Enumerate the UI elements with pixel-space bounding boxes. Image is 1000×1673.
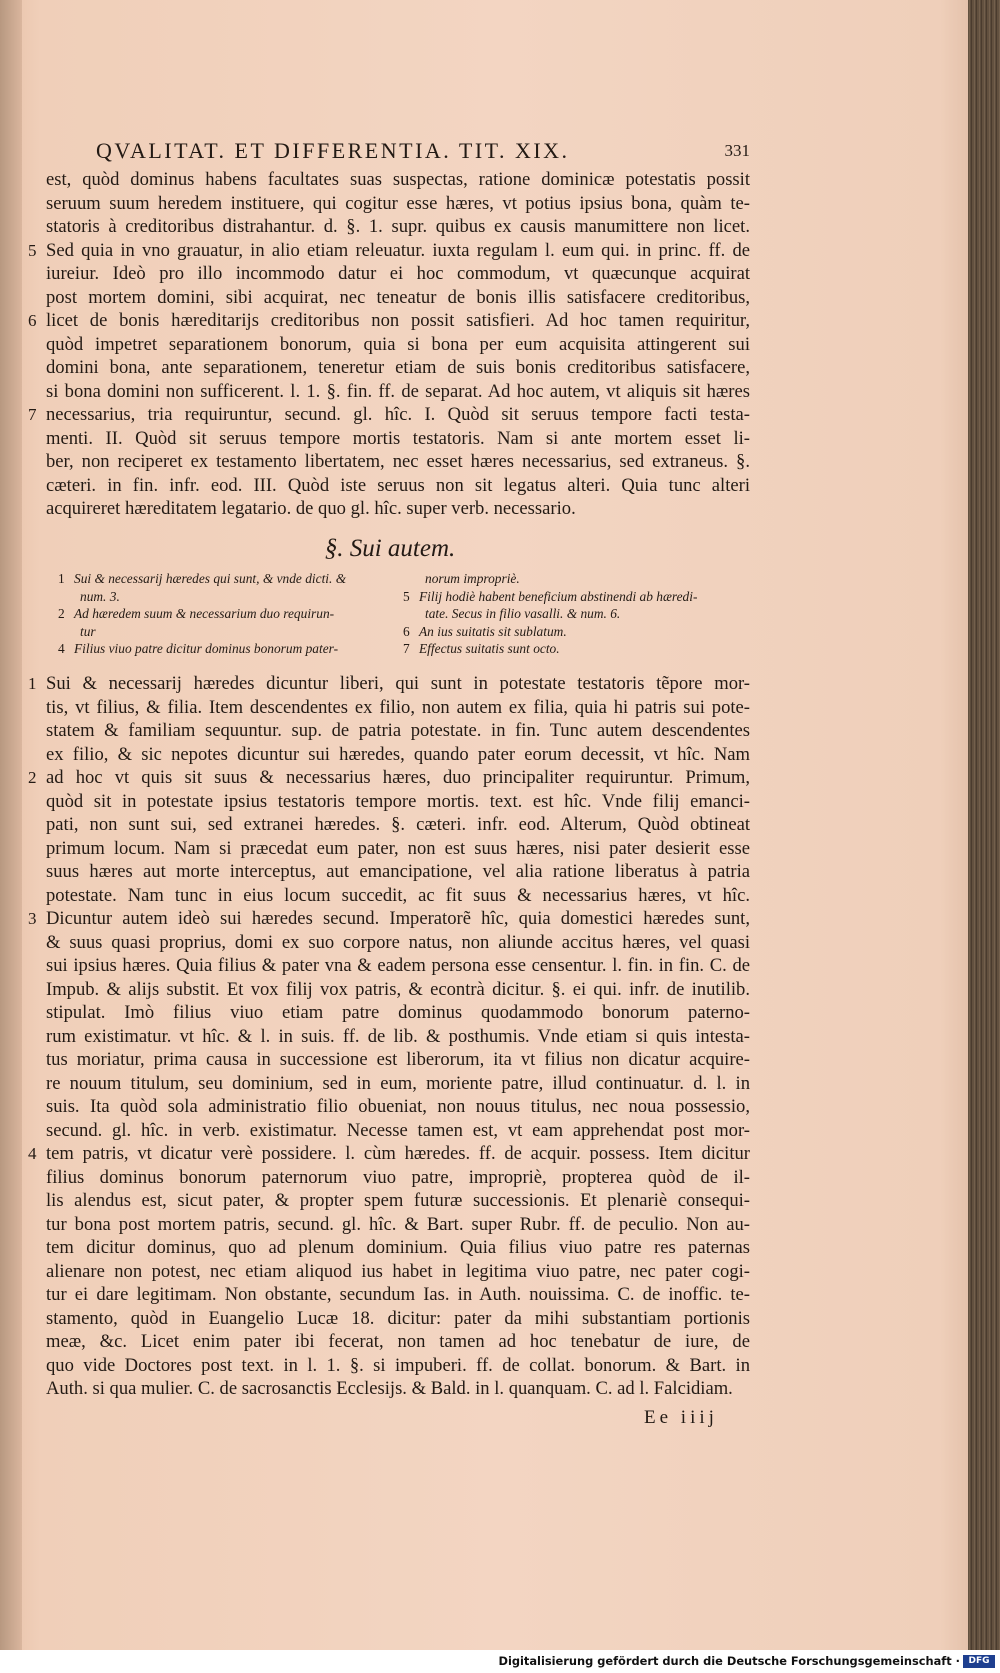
- line-text: lis alendus est, sicut pater, & propter spem futuræ successionis. Et plenariè consequi-: [46, 1190, 750, 1211]
- text-line: [30, 403, 750, 427]
- summary-item: [58, 640, 388, 658]
- line-text: post mortem domini, sibi acquirat, nec teneatur de bonis illis satisfacere creditoribus,: [46, 286, 750, 308]
- running-head: [30, 134, 750, 168]
- summary-item: [58, 623, 388, 641]
- summary-item: [58, 570, 388, 588]
- line-text: filius dominus bonorum paternorum viuo patre, impropriè, propterea quòd de il-: [46, 1166, 750, 1188]
- line-text: domini bona, ante separationem, teneretur etiam de suis bonis creditoribus satisfacere,: [46, 357, 750, 378]
- text-line: [30, 356, 750, 380]
- text-line: [30, 262, 750, 286]
- line-text: sui ipsius hæres. Quia filius & pater vna & eadem persona esse censentur. l. fin. in fin. C. de: [46, 955, 750, 976]
- running-title: QVALITAT. ET DIFFERENTIA. TIT. XIX.: [96, 138, 570, 163]
- page-edges: [968, 0, 1000, 1650]
- text-line: [30, 333, 750, 357]
- line-text: rum existimatur. vt hîc. & l. in suis. ff. de lib. & posthumis. Vnde etiam si quis intesta-: [46, 1025, 750, 1047]
- text-line: [30, 474, 750, 498]
- text-line: [30, 743, 750, 767]
- marginal-number: 4: [28, 1144, 37, 1163]
- text-line: [30, 1142, 750, 1166]
- summary-text: num. 3.: [80, 588, 120, 604]
- line-text: est, quòd dominus habens facultates suas suspectas, ratione dominicæ potestatis possit: [46, 169, 750, 190]
- line-text: pati, non sunt sui, sed extranei hæredes. §. cæteri. infr. eod. Alterum, Quòd obtineat: [46, 814, 750, 835]
- line-text: ad hoc vt quis sit suus & necessarius hæres, duo principaliter requiruntur. Primum,: [46, 767, 750, 788]
- line-text: tur bona post mortem patris, secund. gl. hîc. & Bart. super Rubr. ff. de peculio. Non au-: [46, 1213, 750, 1235]
- summary-item: [58, 588, 388, 606]
- summary-number: 5: [403, 588, 410, 604]
- line-text: statem & familiam sequuntur. sup. de patria potestate. in fin. Tunc autem descendentes: [46, 720, 750, 741]
- summary-text: An ius suitatis sit sublatum.: [419, 623, 567, 639]
- text-line: [30, 1377, 750, 1401]
- line-text: suus hæres aut morte interceptus, aut emancipatione, vel alia ratione liberatus à patria: [46, 861, 750, 882]
- text-line: [30, 931, 750, 955]
- summary-item: [58, 605, 388, 623]
- summary-text: Sui & necessarij hæredes qui sunt, & vnde dicti. &: [74, 571, 347, 586]
- text-line: [30, 837, 750, 861]
- line-text: licet de bonis hæreditarijs creditoribus non possit satisfieri. Ad hoc tamen requiritur,: [46, 310, 750, 331]
- line-text: cæteri. in fin. infr. eod. III. Quòd iste seruus non sit legatus alteri. Quia tunc alteri: [46, 474, 750, 496]
- line-text: tus moriatur, prima causa in successione est liberorum, ita vt filius non dicatur acquire-: [46, 1049, 750, 1070]
- text-line: [30, 719, 750, 743]
- text-line: [30, 1095, 750, 1119]
- line-text: acquireret hæreditatem legatario. de quo gl. hîc. super verb. necessario.: [46, 498, 576, 519]
- line-text: re nouum titulum, seu dominium, sed in eum, moriente patre, illud continuatur. d. l. in: [46, 1072, 750, 1094]
- text-line: [30, 1072, 750, 1096]
- text-line: [30, 1119, 750, 1143]
- summary-column-right: [403, 570, 733, 658]
- summary-number: 1: [58, 571, 65, 586]
- text-line: [30, 1025, 750, 1049]
- line-text: si bona domini non sufficerent. l. 1. §. fin. ff. de separat. Ad hoc autem, vt aliquis sit hæres: [46, 380, 750, 402]
- line-text: secund. gl. hîc. in verb. existimatur. Necesse tamen est, vt eam apprehendat post mor-: [46, 1119, 750, 1141]
- line-text: meæ, &c. Licet enim pater ibi fecerat, non tamen ad hoc tenebatur de iure, de: [46, 1331, 750, 1352]
- summary-number: 6: [403, 623, 410, 639]
- line-text: alienare non potest, nec etiam aliquod ius habet in legitima viuo patre, nec pater cogi-: [46, 1260, 750, 1282]
- text-line: [30, 1213, 750, 1237]
- text-line: [30, 239, 750, 263]
- text-line: [30, 766, 750, 790]
- text-line: [30, 696, 750, 720]
- text-line: [30, 192, 750, 216]
- line-text: tis, vt filius, & filia. Item descendentes ex filio, non autem ex filia, quia hi patris sui pote-: [46, 696, 750, 718]
- summary-text: Filius viuo patre dicitur dominus bonorum pater-: [74, 641, 339, 656]
- text-line: [30, 1166, 750, 1190]
- line-text: Sui & necessarij hæredes dicuntur liberi, qui sunt in potestate testatoris tẽpore mor-: [46, 673, 750, 694]
- text-line: [30, 1283, 750, 1307]
- text-line: [30, 168, 750, 192]
- text-line: [30, 1307, 750, 1331]
- line-text: tur ei dare legitimam. Non obstante, secundum Ias. in Auth. nouissima. C. de inoffic. te-: [46, 1284, 750, 1305]
- text-line: [30, 215, 750, 239]
- summary-item: [403, 588, 733, 606]
- summary-number: 4: [58, 641, 65, 656]
- text-line: [30, 978, 750, 1002]
- text-line: [30, 1330, 750, 1354]
- text-line: [30, 286, 750, 310]
- line-text: quòd sit in potestate ipsius testatoris tempore mortis. text. est hîc. Vnde filij emanci-: [46, 790, 750, 812]
- text-line: [30, 860, 750, 884]
- line-text: tem patris, vt dicatur verè possidere. l. cùm hæredes. ff. de acquir. possess. Item dicitur: [46, 1143, 750, 1164]
- book-gutter: [0, 0, 22, 1650]
- text-line: [30, 497, 750, 521]
- line-text: iureiur. Ideò pro illo incommodo datur ei hoc commodum, vt quæcunque acquirat: [46, 263, 750, 284]
- folio-number: 331: [724, 141, 750, 160]
- marginal-number: 7: [28, 405, 37, 424]
- text-line: [30, 1001, 750, 1025]
- line-text: Dicuntur autem ideò sui hæredes secund. Imperatorẽ hîc, quia domestici hæredes sunt,: [46, 908, 750, 929]
- text-line: [30, 813, 750, 837]
- catchword: Ee iiij: [644, 1407, 718, 1428]
- line-text: statoris à creditoribus distrahantur. d. §. 1. supr. quibus ex causis manumittere non licet.: [46, 216, 750, 237]
- summary-number: 2: [58, 606, 65, 621]
- line-text: ex filio, & sic nepotes dicuntur sui hæredes, quando pater eorum decessit, vt hîc. Nam: [46, 743, 750, 765]
- line-text: stamento, quòd in Euangelio Lucæ 18. dicitur: pater da mihi substantiam portionis: [46, 1307, 750, 1329]
- line-text: primum locum. Nam si præcedat eum pater, non est suus hæres, nisi pater desierit esse: [46, 837, 750, 859]
- text-line: [30, 1048, 750, 1072]
- summary-number: 7: [403, 641, 410, 656]
- dfg-logo: DFG: [963, 1655, 995, 1668]
- text-line: [30, 450, 750, 474]
- line-text: Sed quia in vno grauatur, in alio etiam releuatur. iuxta regulam l. eum qui. in princ. ff. de: [46, 239, 750, 261]
- marginal-number: 5: [28, 240, 37, 260]
- digitization-footer: [0, 1650, 1000, 1673]
- line-text: & suus quasi proprius, domi ex suo corpore natus, non aliunde accitus hæres, vel quasi: [46, 931, 750, 953]
- section-heading: §. Sui autem.: [324, 535, 456, 562]
- summary-text: Effectus suitatis sunt octo.: [419, 641, 560, 656]
- text-line: [30, 1189, 750, 1213]
- line-text: Auth. si qua mulier. C. de sacrosanctis Ecclesijs. & Bald. in l. quanquam. C. ad l. Falcidiam.: [46, 1378, 733, 1399]
- marginal-number: 6: [28, 311, 37, 330]
- line-text: suis. Ita quòd sola administratio filio obueniat, non nouus titulus, nec noua possessio,: [46, 1096, 750, 1117]
- summary-item: [403, 640, 733, 658]
- line-text: potestate. Nam tunc in eius locum succedit, ac fit suus & necessarius hæres, vt hîc.: [46, 884, 750, 906]
- summary-column-left: [58, 570, 388, 658]
- text-line: [30, 1236, 750, 1260]
- line-text: quòd impetret separationem bonorum, quia si bona per eum acquisita attingerent sui: [46, 333, 750, 355]
- line-text: ber, non reciperet ex testamento libertatem, nec esset hæres necessarius, sed extraneus. §.: [46, 451, 750, 472]
- line-text: menti. II. Quòd sit seruus tempore mortis testatoris. Nam si ante mortem esset li-: [46, 427, 750, 449]
- text-line: [30, 954, 750, 978]
- paragraph-b: [30, 672, 750, 1401]
- line-text: quo vide Doctores post text. in l. 1. §. si impuberi. ff. de collat. bonorum. & Bart. in: [46, 1354, 750, 1376]
- summary-text: norum impropriè.: [425, 571, 520, 586]
- summary-item: [403, 623, 733, 641]
- paragraph-a: [30, 168, 750, 521]
- summary-item: [403, 570, 733, 588]
- text-line: [30, 1260, 750, 1284]
- line-text: seruum suum heredem instituere, qui cogitur esse hæres, vt potius ipsius bona, quàm te-: [46, 192, 750, 214]
- marginal-number: 3: [28, 909, 37, 928]
- text-line: [30, 380, 750, 404]
- text-line: [30, 1354, 750, 1378]
- line-text: necessarius, tria requiruntur, secund. gl. hîc. I. Quòd sit seruus tempore facti testa-: [46, 404, 750, 425]
- funding-credit: Digitalisierung gefördert durch die Deutsche Forschungsgemeinschaft ·: [498, 1654, 960, 1668]
- text-line: [30, 427, 750, 451]
- summary-text: tate. Secus in filio vasalli. & num. 6.: [425, 606, 621, 621]
- summary-text: Ad hæredem suum & necessarium duo requirun-: [74, 606, 335, 621]
- text-line: [30, 884, 750, 908]
- text-line: [30, 907, 750, 931]
- marginal-number: 1: [28, 674, 37, 693]
- line-text: tem dicitur dominus, quo ad plenum dominium. Quia filius viuo patre res paternas: [46, 1237, 750, 1258]
- summary-text: Filij hodiè habent beneficium abstinendi ab hæredi-: [419, 588, 698, 604]
- text-line: [30, 790, 750, 814]
- marginal-number: 2: [28, 768, 37, 787]
- line-text: stipulat. Imò filius viuo etiam patre dominus quodammodo bonorum paterno-: [46, 1002, 750, 1023]
- summary-item: [403, 605, 733, 623]
- line-text: Impub. & alijs substit. Et vox filij vox patris, & econtrà dicitur. §. ei qui. infr. de inutilib.: [46, 978, 750, 1000]
- text-line: [30, 309, 750, 333]
- summary-text: tur: [80, 623, 96, 639]
- text-line: [30, 672, 750, 696]
